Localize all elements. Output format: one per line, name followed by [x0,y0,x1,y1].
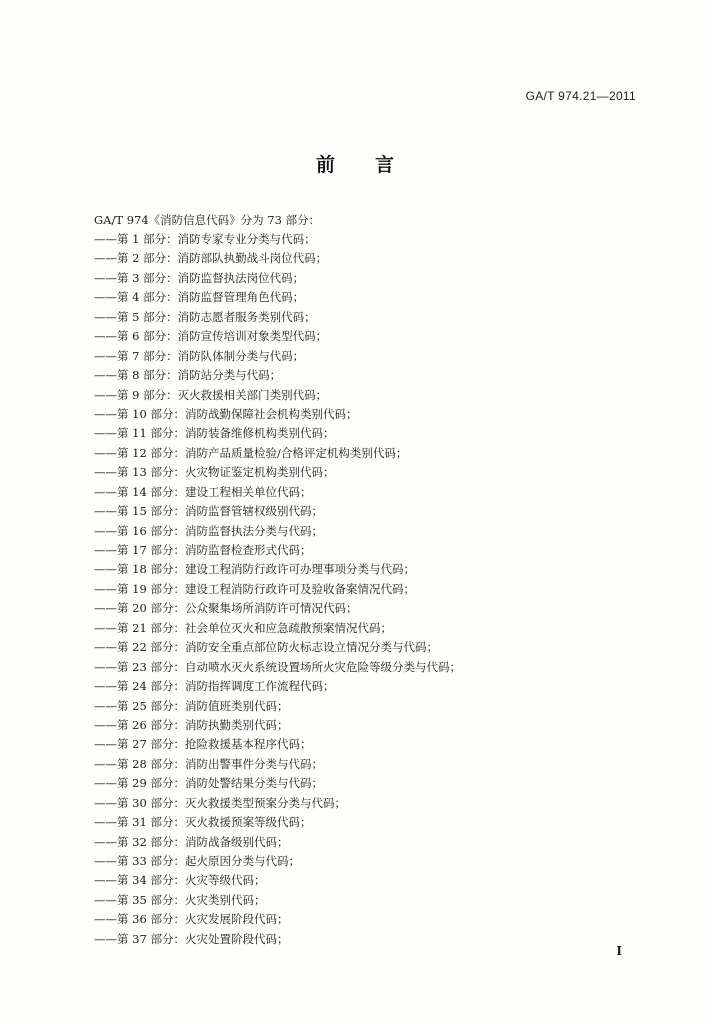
list-item: ——第 4 部分：消防监督管理角色代码； [94,290,305,305]
list-item: ——第 34 部分：火灾等级代码； [94,873,266,888]
list-item: ——第 19 部分：建设工程消防行政许可及验收备案情况代码； [94,581,415,596]
list-item: ——第 35 部分：火灾类别代码； [94,892,266,907]
list-item: ——第 29 部分：消防处警结果分类与代码； [94,776,323,791]
list-item: ——第 8 部分：消防站分类与代码； [94,368,282,383]
list-item: ——第 33 部分：起火原因分类与代码； [94,854,300,868]
list-item: ——第 14 部分：建设工程相关单位代码； [94,484,312,499]
list-item: ——第 16 部分：消防监督执法分类与代码； [94,523,323,538]
list-item: ——第 20 部分：公众聚集场所消防许可情况代码； [94,601,358,616]
parts-list [94,230,654,949]
standard-code: GA/T 974.21—2011 [525,89,636,103]
list-item: ——第 28 部分：消防出警事件分类与代码； [94,756,323,771]
list-item: ——第 37 部分：火灾处置阶段代码； [94,931,289,946]
list-item: ——第 24 部分：消防指挥调度工作流程代码； [94,679,335,694]
list-item: ——第 31 部分：灭火救援预案等级代码； [94,815,312,830]
intro-paragraph: GA/T 974《消防信息代码》分为 73 部分： [94,213,321,227]
list-item: ——第 36 部分：火灾发展阶段代码； [94,912,289,927]
list-item: ——第 30 部分：灭火救援类型预案分类与代码； [94,795,346,810]
list-item: ——第 25 部分：消防值班类别代码； [94,698,289,713]
list-item: ——第 32 部分：消防战备级别代码； [94,834,289,849]
list-item: ——第 21 部分：社会单位灭火和应急疏散预案情况代码； [94,620,392,635]
page-title: 前言 [315,154,434,176]
list-item: ——第 17 部分：消防监督检查形式代码； [94,543,312,557]
list-item: ——第 7 部分：消防队体制分类与代码； [94,348,305,363]
list-item: ——第 1 部分：消防专家专业分类与代码； [94,232,316,246]
page-number: I [616,944,622,958]
list-item: ——第 5 部分：消防志愿者服务类别代码； [94,309,316,324]
list-item: ——第 23 部分：自动喷水灭火系统设置场所火灾危险等级分类与代码； [94,659,461,674]
list-item: ——第 6 部分：消防宣传培训对象类型代码； [94,329,328,344]
list-item: ——第 11 部分：消防装备维修机构类别代码； [94,426,335,441]
body-text [94,210,654,949]
list-item: ——第 22 部分：消防安全重点部位防火标志设立情况分类与代码； [94,640,438,655]
list-item: ——第 27 部分：抢险救援基本程序代码； [94,737,312,752]
list-item: ——第 2 部分：消防部队执勤战斗岗位代码； [94,251,328,266]
list-item: ——第 3 部分：消防监督执法岗位代码； [94,270,305,285]
list-item: ——第 9 部分：灭火救援相关部门类别代码； [94,387,328,402]
list-item: ——第 13 部分：火灾物证鉴定机构类别代码； [94,465,335,480]
list-item: ——第 15 部分：消防监督管辖权级别代码； [94,504,323,519]
list-item: ——第 18 部分：建设工程消防行政许可办理事项分类与代码； [94,562,415,577]
list-item: ——第 12 部分：消防产品质量检验/合格评定机构类别代码； [94,445,408,460]
list-item: ——第 26 部分：消防执勤类别代码； [94,717,289,732]
list-item: ——第 10 部分：消防战勤保障社会机构类别代码； [94,406,358,421]
